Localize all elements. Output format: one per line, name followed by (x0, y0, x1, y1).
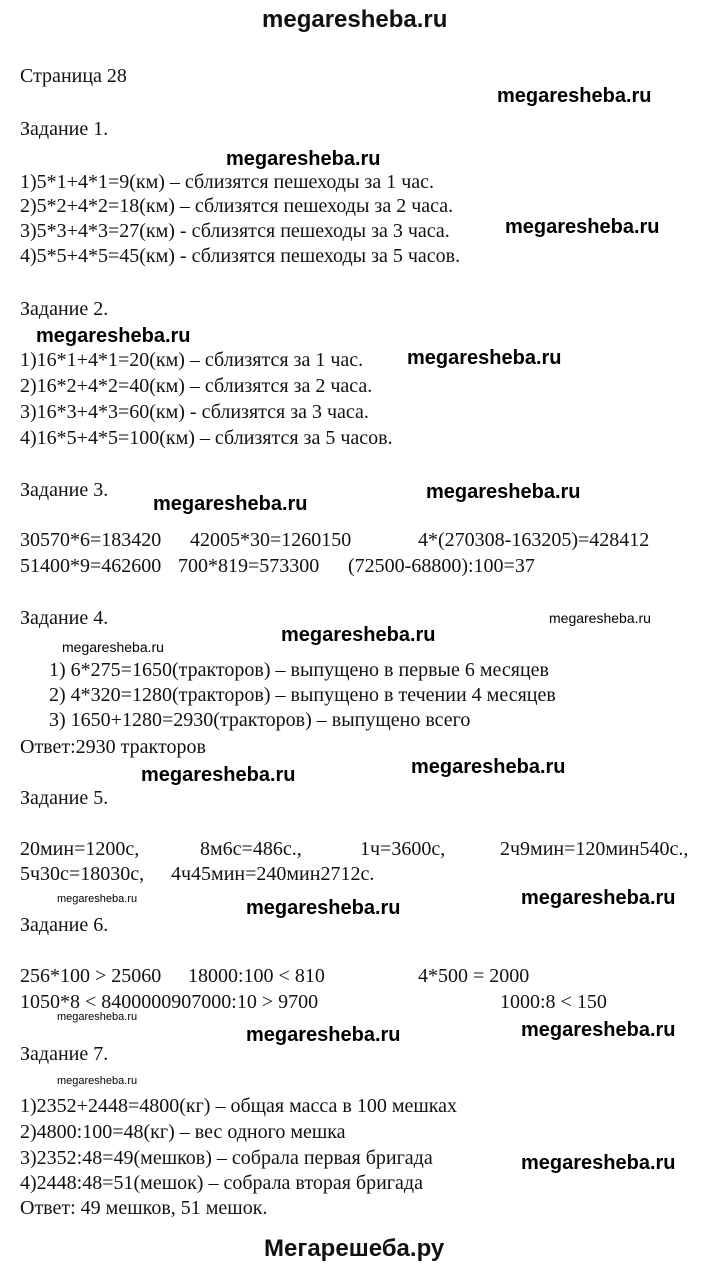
task-6-title: Задание 6. (20, 914, 109, 936)
task-2-title: Задание 2. (20, 298, 109, 320)
task-5-expr: 20мин=1200с, (20, 838, 140, 860)
page-title: Страница 28 (20, 65, 127, 87)
task-5-expr: 1ч=3600с, (360, 838, 446, 860)
watermark: megaresheba.ru (521, 887, 676, 909)
task-5-title: Задание 5. (20, 787, 109, 809)
task-3-title: Задание 3. (20, 479, 109, 501)
watermark: megaresheba.ru (226, 148, 381, 170)
watermark: megaresheba.ru (62, 639, 164, 655)
task-7-line: 4)2448:48=51(мешок) – собрала вторая бригада (20, 1172, 423, 1194)
task-7-line: 1)2352+2448=4800(кг) – общая масса в 100 мешках (20, 1095, 458, 1117)
task-7-title: Задание 7. (20, 1043, 109, 1065)
task-1-line: 4)5*5+4*5=45(км) - сблизятся пешеходы за 5 часов. (20, 245, 461, 267)
watermark: megaresheba.ru (281, 624, 436, 646)
task-7-answer: Ответ: 49 мешков, 51 мешок. (20, 1197, 268, 1219)
site-header: megaresheba.ru (262, 6, 448, 33)
watermark: megaresheba.ru (36, 325, 191, 347)
watermark: megaresheba.ru (57, 1011, 138, 1023)
watermark: megaresheba.ru (521, 1152, 676, 1174)
task-6-expr: 1000:8 < 150 (500, 991, 607, 1013)
task-2-line: 1)16*1+4*1=20(км) – сблизятся за 1 час. (20, 349, 364, 371)
watermark: megaresheba.ru (407, 347, 562, 369)
task-2-line: 3)16*3+4*3=60(км) - сблизятся за 3 часа. (20, 401, 369, 423)
watermark: megaresheba.ru (57, 893, 138, 905)
task-1-line: 1)5*1+4*1=9(км) – сблизятся пешеходы за 1 час. (20, 171, 435, 193)
task-3-expr: 51400*9=462600 (20, 555, 162, 577)
task-3-expr: 4*(270308-163205)=428412 (418, 529, 650, 551)
watermark: megaresheba.ru (521, 1019, 676, 1041)
task-3-expr: 30570*6=183420 (20, 529, 162, 551)
task-7-line: 2)4800:100=48(кг) – вес одного мешка (20, 1121, 346, 1143)
task-1-title: Задание 1. (20, 118, 109, 140)
task-5-expr: 8м6с=486с., (200, 838, 302, 860)
watermark: megaresheba.ru (246, 1024, 401, 1046)
task-2-line: 2)16*2+4*2=40(км) – сблизятся за 2 часа. (20, 375, 373, 397)
watermark: megaresheba.ru (153, 493, 308, 515)
watermark: megaresheba.ru (505, 216, 660, 238)
task-4-title: Задание 4. (20, 607, 109, 629)
task-7-line: 3)2352:48=49(мешков) – собрала первая бригада (20, 1147, 433, 1169)
watermark: megaresheba.ru (426, 481, 581, 503)
watermark: megaresheba.ru (57, 1075, 138, 1087)
task-3-expr: (72500-68800):100=37 (348, 555, 535, 577)
task-6-expr: 256*100 > 25060 (20, 965, 162, 987)
watermark: megaresheba.ru (497, 85, 652, 107)
watermark: megaresheba.ru (141, 764, 296, 786)
site-footer: Мегарешеба.ру (264, 1235, 445, 1262)
task-6-expr: 4*500 = 2000 (418, 965, 530, 987)
task-1-line: 3)5*3+4*3=27(км) - сблизятся пешеходы за 3 часа. (20, 220, 450, 242)
task-3-expr: 42005*30=1260150 (190, 529, 352, 551)
task-4-line: 1) 6*275=1650(тракторов) – выпущено в первые 6 месяцев (49, 659, 549, 681)
task-5-expr: 5ч30с=18030с, (20, 863, 145, 885)
watermark: megaresheba.ru (411, 756, 566, 778)
task-5-expr: 2ч9мин=120мин540с., (500, 838, 689, 860)
task-3-expr: 700*819=573300 (178, 555, 320, 577)
watermark: megaresheba.ru (246, 897, 401, 919)
task-5-expr: 4ч45мин=240мин2712с. (171, 863, 375, 885)
task-2-line: 4)16*5+4*5=100(км) – сблизятся за 5 часов. (20, 427, 393, 449)
task-6-expr: 18000:100 < 810 (188, 965, 325, 987)
task-4-answer: Ответ:2930 тракторов (20, 736, 206, 758)
task-6-expr: 1050*8 < 8400000907000:10 > 9700 (20, 991, 319, 1013)
task-4-line: 3) 1650+1280=2930(тракторов) – выпущено всего (49, 709, 471, 731)
task-4-line: 2) 4*320=1280(тракторов) – выпущено в течении 4 месяцев (49, 684, 556, 706)
task-1-line: 2)5*2+4*2=18(км) – сблизятся пешеходы за 2 часа. (20, 195, 454, 217)
watermark: megaresheba.ru (549, 610, 651, 626)
